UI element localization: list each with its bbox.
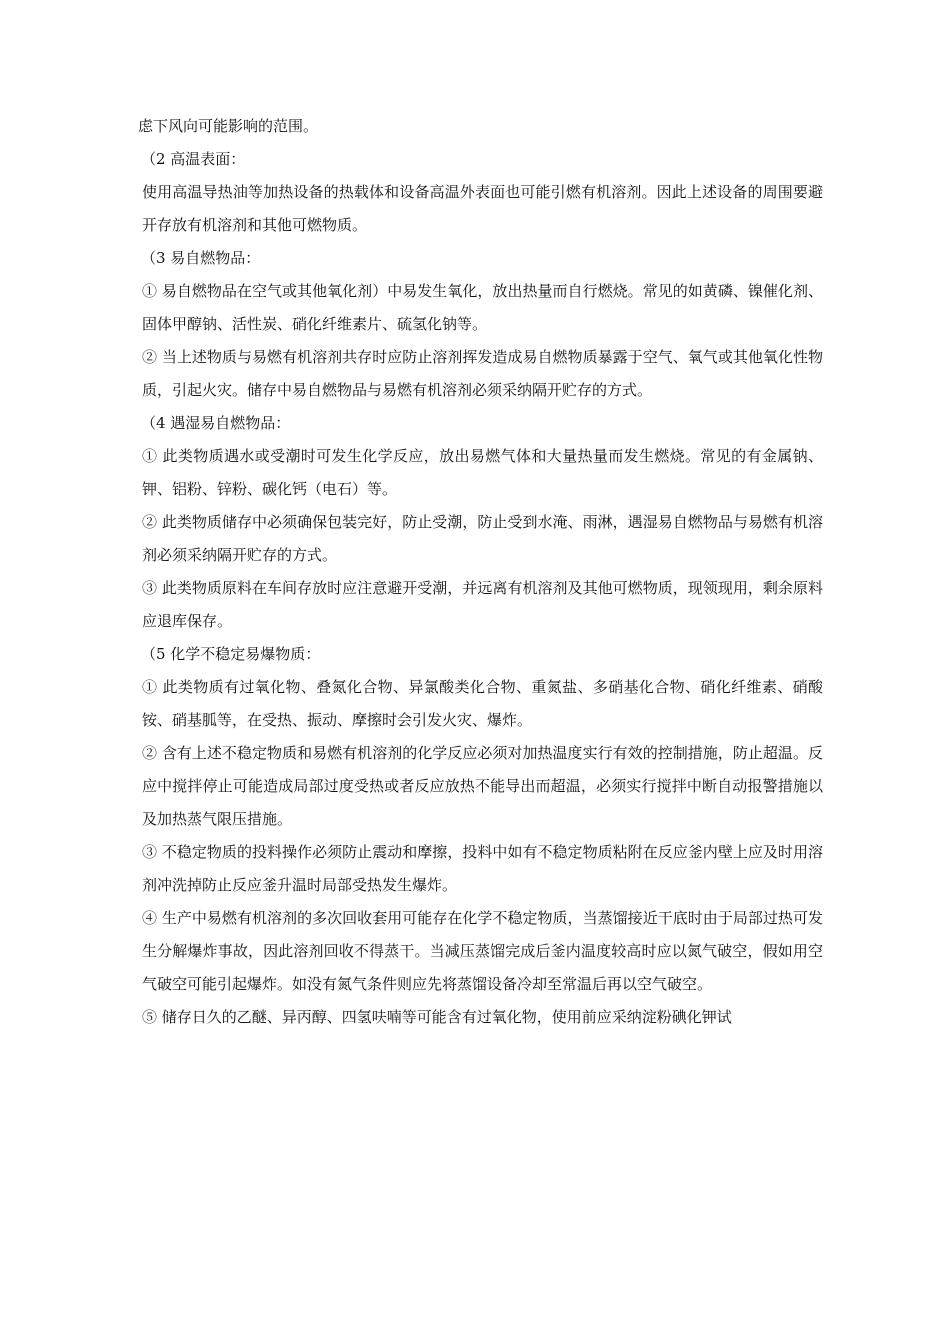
list-item: ⑤ 储存日久的乙醚、异丙醇、四氢呋喃等可能含有过氧化物，使用前应采纳淀粉碘化钾试 bbox=[142, 1008, 732, 1026]
document-page bbox=[138, 110, 823, 1034]
list-item: ② 此类物质储存中必须确保包装完好，防止受潮，防止受到水淹、雨淋，遇湿易自燃物品与易燃有机溶剂必须采纳隔开贮存的方式。 bbox=[142, 513, 823, 564]
list-item: ① 此类物质有过氧化物、叠氮化合物、异氯酸类化合物、重氮盐、多硝基化合物、硝化纤维素、硝酸铵、硝基胍等，在受热、振动、摩擦时会引发火灾、爆炸。 bbox=[142, 678, 823, 729]
list-item: ② 含有上述不稳定物质和易燃有机溶剂的化学反应必须对加热温度实行有效的控制措施，防止超温。反应中搅拌停止可能造成局部过度受热或者反应放热不能导出而超温，必须实行搅拌中断自动报警措施以及加热蒸气限压措施。 bbox=[142, 744, 823, 828]
paragraph: 虑下风向可能影响的范围。 bbox=[138, 117, 319, 135]
list-item: ① 此类物质遇水或受潮时可发生化学反应，放出易燃气体和大量热量而发生燃烧。常见的有金属钠、钾、铝粉、锌粉、碳化钙（电石）等。 bbox=[142, 447, 823, 498]
list-item: ① 易自燃物品在空气或其他氧化剂）中易发生氧化，放出热量而自行燃烧。常见的如黄磷、镍催化剂、固体甲醇钠、活性炭、硝化纤维素片、硫氢化钠等。 bbox=[142, 282, 823, 333]
list-item: ③ 此类物质原料在车间存放时应注意避开受潮，并远离有机溶剂及其他可燃物质，现领现用，剩余原料应退库保存。 bbox=[142, 579, 823, 630]
list-item: ④ 生产中易燃有机溶剂的多次回收套用可能存在化学不稳定物质，当蒸馏接近干底时由于局部过热可发生分解爆炸事故，因此溶剂回收不得蒸干。当减压蒸馏完成后釜内温度较高时应以氮气破空，假如用空气破空可能引起爆炸。如没有氮气条件则应先将蒸馏设备冷却至常温后再以空气破空。 bbox=[142, 909, 823, 993]
list-item: ③ 不稳定物质的投料操作必须防止震动和摩擦，投料中如有不稳定物质粘附在反应釜内壁上应及时用溶剂冲洗掉防止反应釜升温时局部受热发生爆炸。 bbox=[142, 843, 823, 894]
paragraph: 使用高温导热油等加热设备的热载体和设备高温外表面也可能引燃有机溶剂。因此上述设备的周围要避开存放有机溶剂和其他可燃物质。 bbox=[142, 183, 823, 234]
list-item: ② 当上述物质与易燃有机溶剂共存时应防止溶剂挥发造成易自燃物质暴露于空气、氧气或其他氧化性物质，引起火灾。储存中易自燃物品与易燃有机溶剂必须采纳隔开贮存的方式。 bbox=[142, 348, 823, 399]
section-heading: （4 遇湿易自燃物品： bbox=[141, 414, 291, 432]
section-heading: （3 易自燃物品： bbox=[141, 249, 261, 267]
section-heading: （2 高温表面： bbox=[141, 150, 246, 168]
section-heading: （5 化学不稳定易爆物质： bbox=[141, 645, 321, 663]
